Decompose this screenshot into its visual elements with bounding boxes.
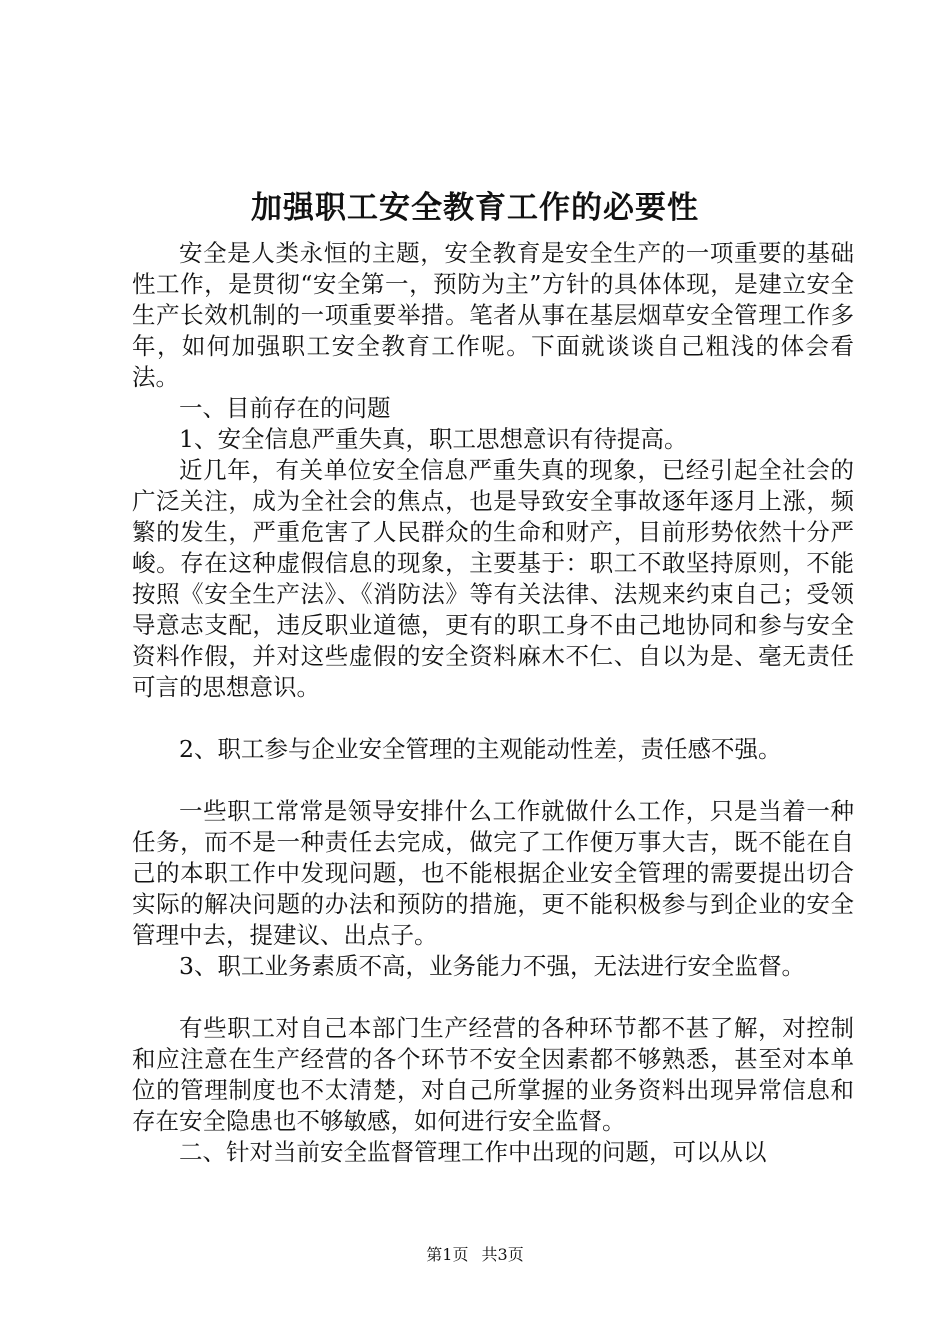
page-number: 第1页 [426, 1245, 469, 1264]
page-footer [0, 1244, 950, 1266]
section-heading-problems: 一、目前存在的问题 [179, 394, 391, 422]
paragraph-intro: 安全是人类永恒的主题，安全教育是安全生产的一项重要的基础性工作，是贯彻“安全第一，预防为主”方针的具体体现，是建立安全生产长效机制的一项重要举措。笔者从事在基层烟草安全管理工作多年，如何加强职工安全教育工作呢。下面就谈谈自己粗浅的体会看法。 [132, 239, 854, 391]
paragraph-3: 有些职工对自己本部门生产经营的各种环节都不甚了解，对控制和应注意在生产经营的各个环节不安全因素都不够熟悉，甚至对本单位的管理制度也不太清楚，对自己所掌握的业务资料出现异常信息和存在安全隐患也不够敏感，如何进行安全监督。 [132, 1014, 854, 1135]
document-title: 加强职工安全教育工作的必要性 [251, 190, 699, 226]
paragraph-2: 一些职工常常是领导安排什么工作就做什么工作，只是当着一种任务，而不是一种责任去完成，做完了工作便万事大吉，既不能在自己的本职工作中发现问题，也不能根据企业安全管理的需要提出切合实际的解决问题的办法和预防的措施，更不能积极参与到企业的安全管理中去，提建议、出点子。 [132, 797, 854, 949]
page-total: 共3页 [481, 1245, 524, 1264]
document-body [132, 238, 854, 1168]
section-heading-solutions: 二、针对当前安全监督管理工作中出现的问题，可以从以 [179, 1138, 767, 1166]
subheading-2: 2、职工参与企业安全管理的主观能动性差，责任感不强。 [179, 735, 782, 763]
subheading-3: 3、职工业务素质不高，业务能力不强，无法进行安全监督。 [179, 952, 805, 980]
subheading-1: 1、安全信息严重失真，职工思想意识有待提高。 [179, 425, 688, 453]
paragraph-1: 近几年，有关单位安全信息严重失真的现象，已经引起全社会的广泛关注，成为全社会的焦点，也是导致安全事故逐年逐月上涨，频繁的发生，严重危害了人民群众的生命和财产，目前形势依然十分严峻。存在这种虚假信息的现象，主要基于：职工不敢坚持原则，不能按照《安全生产法》、《消防法》等有关法律、法规来约束自己；受领导意志支配，违反职业道德，更有的职工身不由己地协同和参与安全资料作假，并对这些虚假的安全资料麻木不仁、自以为是、毫无责任可言的思想意识。 [132, 456, 854, 701]
